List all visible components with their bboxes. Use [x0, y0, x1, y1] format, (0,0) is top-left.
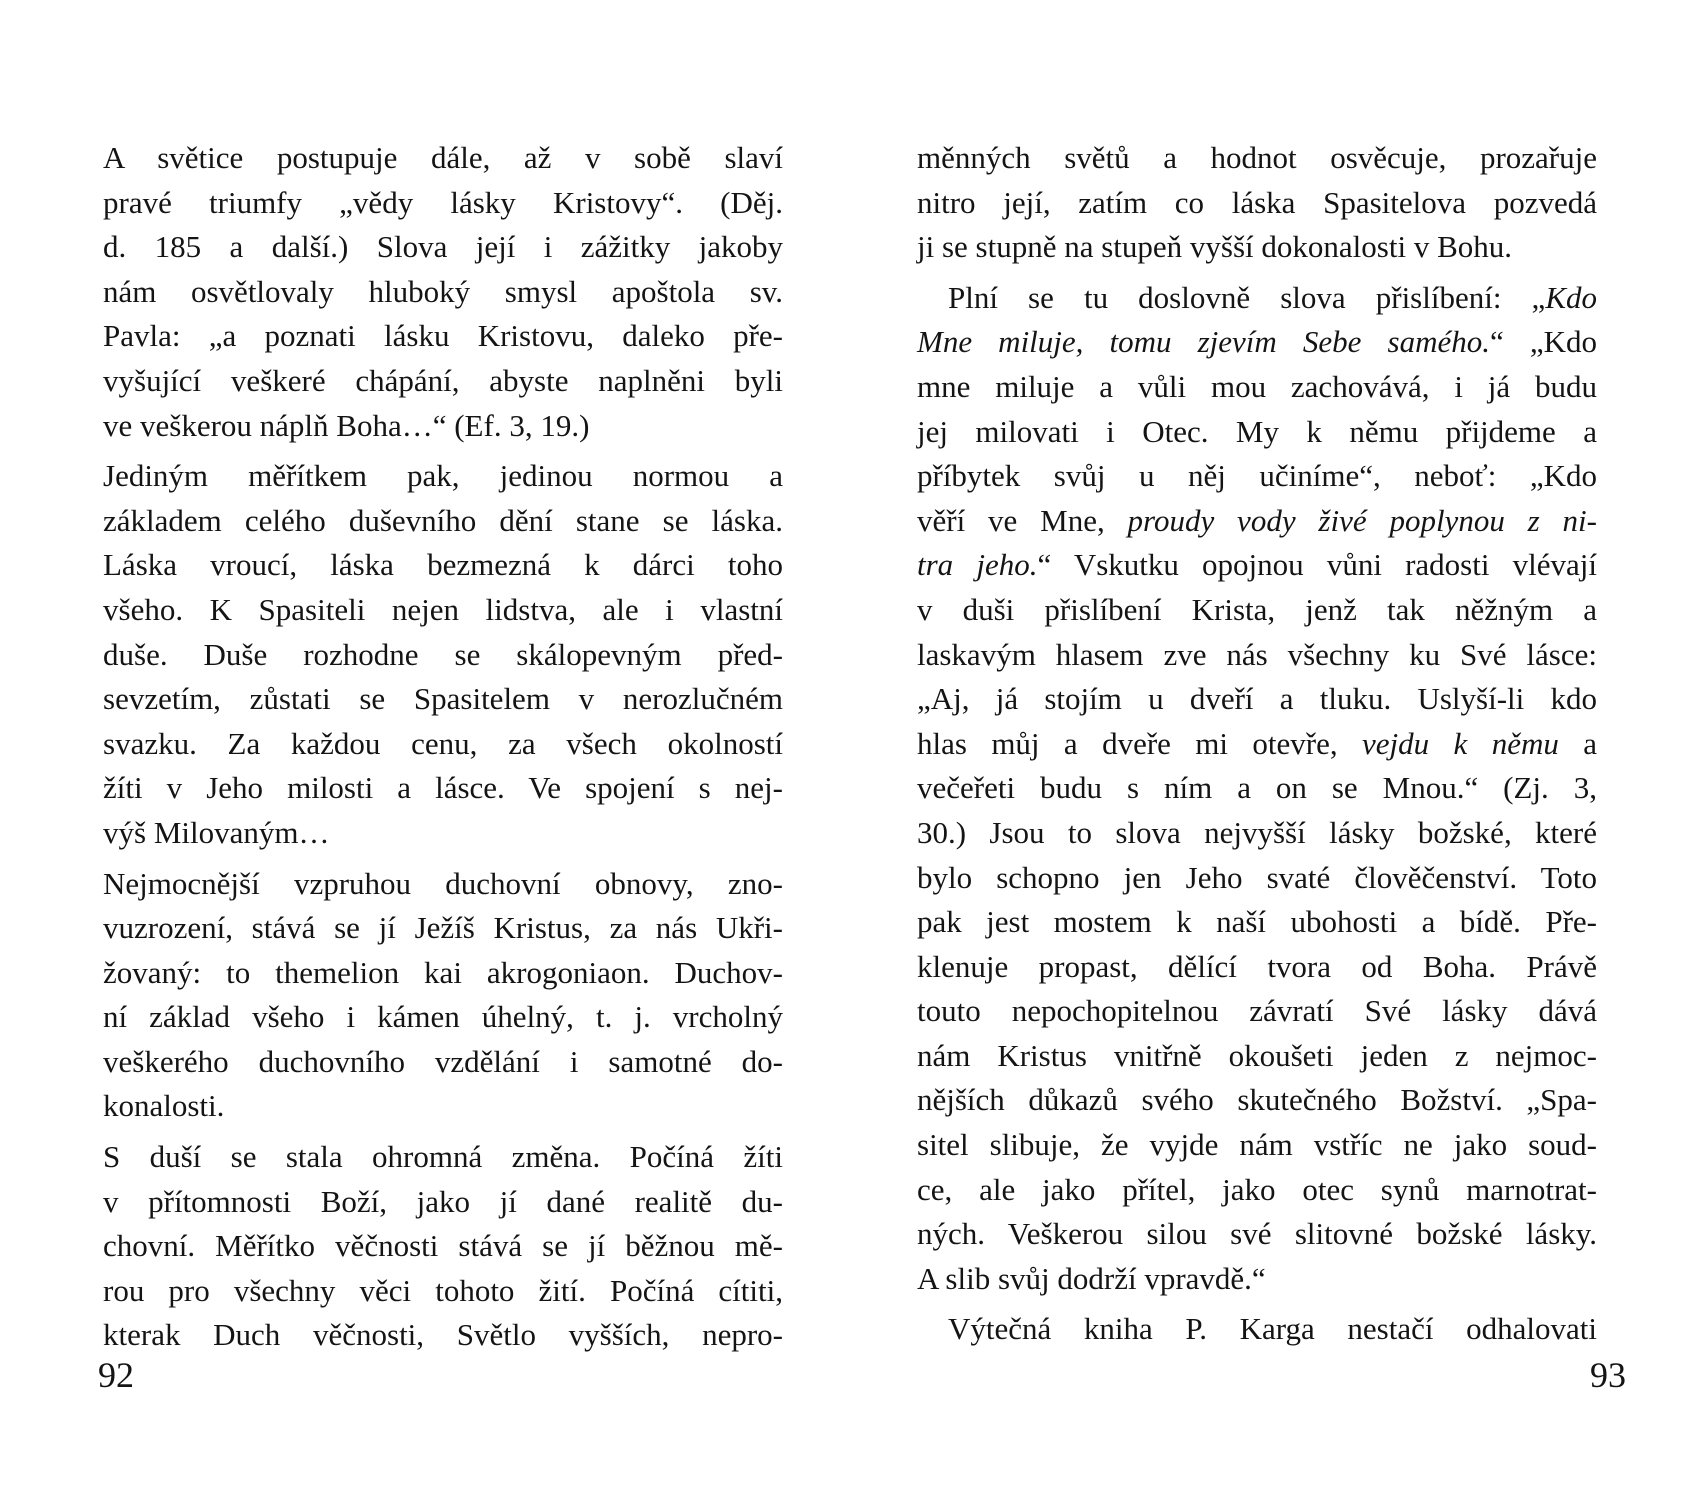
text-line: sitel slibuje, že vyjde nám vstříc ne jako soud-: [917, 1127, 1597, 1163]
italic-run: Kdo: [1545, 279, 1597, 315]
text-line: duše. Duše rozhodne se skálopevným před-: [103, 636, 783, 672]
right-page: [842, 0, 1684, 1500]
text-line: laskavým hlasem zve nás všechny ku Své lásce:: [917, 636, 1597, 672]
paragraph: [103, 454, 783, 855]
text-line: příbytek svůj u něj učiníme“, neboť: „Kdo: [917, 458, 1597, 494]
text-line: měnných světů a hodnot osvěcuje, prozařuje: [917, 140, 1597, 175]
text-line: klenuje propast, dělící tvora od Boha. Právě: [917, 948, 1597, 984]
text-line: [917, 276, 1597, 321]
page-number: 93: [1590, 1355, 1626, 1395]
text-line: nám Kristus vnitřně okoušeti jeden z nejmoc-: [917, 1037, 1597, 1073]
text-line: žovaný: to themelion kai akrogoniaon. Duchov-: [103, 954, 783, 990]
text-line: A světice postupuje dále, až v sobě slaví: [103, 140, 783, 175]
text-line: mne miluje a vůli mou zachovává, i já budu: [917, 368, 1597, 404]
text-line: chovní. Měřítko věčnosti stává se jí běžnou mě-: [103, 1228, 783, 1264]
text-line: nám osvětlovaly hluboký smysl apoštola sv.: [103, 273, 783, 309]
text-line: [917, 499, 1597, 544]
text-line: rou pro všechny věci tohoto žití. Počíná cítiti,: [103, 1272, 783, 1308]
text-line: [917, 320, 1597, 365]
text-line: žíti v Jeho milosti a lásce. Ve spojení s nej-: [103, 770, 783, 806]
text-line: všeho. K Spasiteli nejen lidstva, ale i vlastní: [103, 591, 783, 627]
italic-run: proudy vody živé poplynou z ni-: [1127, 502, 1597, 538]
paragraph: [103, 136, 783, 448]
text-line: d. 185 a další.) Slova její i zážitky jakoby: [103, 229, 783, 265]
italic-run: Mne miluje, tomu zjevím Sebe samého.: [917, 324, 1490, 360]
right-page-text: [917, 136, 1597, 1352]
text-line: konalosti.: [103, 1088, 225, 1124]
text-line: Nejmocnější vzpruhou duchovní obnovy, zno-: [103, 865, 783, 901]
text-line: Láska vroucí, láska bezmezná k dárci toho: [103, 547, 783, 583]
text-line: jej milovati i Otec. My k němu přijdeme a: [917, 413, 1597, 449]
text-line: svazku. Za každou cenu, za všech okolností: [103, 725, 783, 761]
paragraph: [103, 1135, 783, 1358]
text-run: hlas můj a dveře mi otevře,: [917, 725, 1363, 761]
text-line: nějších důkazů svého skutečného Božství. „Spa-: [917, 1082, 1597, 1118]
text-line: pravé triumfy „vědy lásky Kristovy“. (Děj.: [103, 184, 783, 220]
paragraph: [917, 276, 1597, 1302]
text-line: ce, ale jako přítel, jako otec synů marnotrat-: [917, 1171, 1597, 1207]
text-line: Pavla: „a poznati lásku Kristovu, daleko pře-: [103, 318, 783, 354]
text-line: v duši přislíbení Krista, jenž tak něžným a: [917, 591, 1597, 627]
text-line: bylo schopno jen Jeho svaté člověčenství. Toto: [917, 859, 1597, 895]
text-line: ní základ všeho i kámen úhelný, t. j. vrcholný: [103, 999, 783, 1035]
paragraph: [917, 136, 1597, 270]
text-line: v přítomnosti Boží, jako jí dané realitě du-: [103, 1183, 783, 1219]
text-line: ve veškerou náplň Boha…“ (Ef. 3, 19.): [103, 407, 590, 443]
text-line: [917, 722, 1597, 767]
text-line: základem celého duševního dění stane se láska.: [103, 502, 783, 538]
text-run: věří ve Mne,: [917, 502, 1128, 538]
text-line: vuzrození, stává se jí Ježíš Kristus, za nás Ukři-: [103, 910, 783, 946]
text-line: vyšující veškeré chápání, abyste naplněni byli: [103, 362, 783, 398]
left-page-text: [103, 136, 783, 1358]
italic-run: tra jeho.: [917, 547, 1038, 583]
text-line: nitro její, zatím co láska Spasitelova pozvedá: [917, 184, 1597, 220]
page-number: 92: [98, 1355, 134, 1395]
text-line: výš Milovaným…: [103, 814, 330, 850]
text-run: “ „Kdo: [1490, 324, 1598, 360]
text-run: Výtečná kniha P. Karga nestačí odhalovati: [948, 1311, 1597, 1347]
text-line: [917, 543, 1597, 588]
text-line: večeřeti budu s ním a on se Mnou.“ (Zj. 3,: [917, 770, 1597, 806]
text-line: sevzetím, zůstati se Spasitelem v nerozlučném: [103, 681, 783, 717]
text-line: ji se stupně na stupeň vyšší dokonalosti v Bohu.: [917, 229, 1513, 265]
text-line: pak jest mostem k naší ubohosti a bídě. Pře-: [917, 904, 1597, 940]
text-line: kterak Duch věčnosti, Světlo vyšších, nepro-: [103, 1317, 783, 1353]
text-line: Jediným měřítkem pak, jedinou normou a: [103, 458, 783, 494]
text-run: “ Vskutku opojnou vůni radosti vlévají: [1037, 547, 1597, 583]
text-line: 30.) Jsou to slova nejvyšší lásky božské, které: [917, 814, 1597, 850]
text-line: A slib svůj dodrží vpravdě.“: [917, 1260, 1266, 1296]
text-line: „Aj, já stojím u dveří a tluku. Uslyší-li kdo: [917, 681, 1597, 717]
text-run: Plní se tu doslovně slova přislíbení: „: [948, 279, 1546, 315]
paragraph: [103, 862, 783, 1130]
text-line: veškerého duchovního vzdělání i samotné do-: [103, 1043, 783, 1079]
text-line: ných. Veškerou silou své slitovné božské lásky.: [917, 1216, 1597, 1252]
text-line: [917, 1307, 1597, 1352]
text-line: touto nepochopitelnou závratí Své lásky dává: [917, 993, 1597, 1029]
paragraph: [917, 1307, 1597, 1352]
text-line: S duší se stala ohromná změna. Počíná žíti: [103, 1139, 783, 1175]
italic-run: vejdu k němu: [1362, 725, 1559, 761]
text-run: a: [1558, 725, 1597, 761]
